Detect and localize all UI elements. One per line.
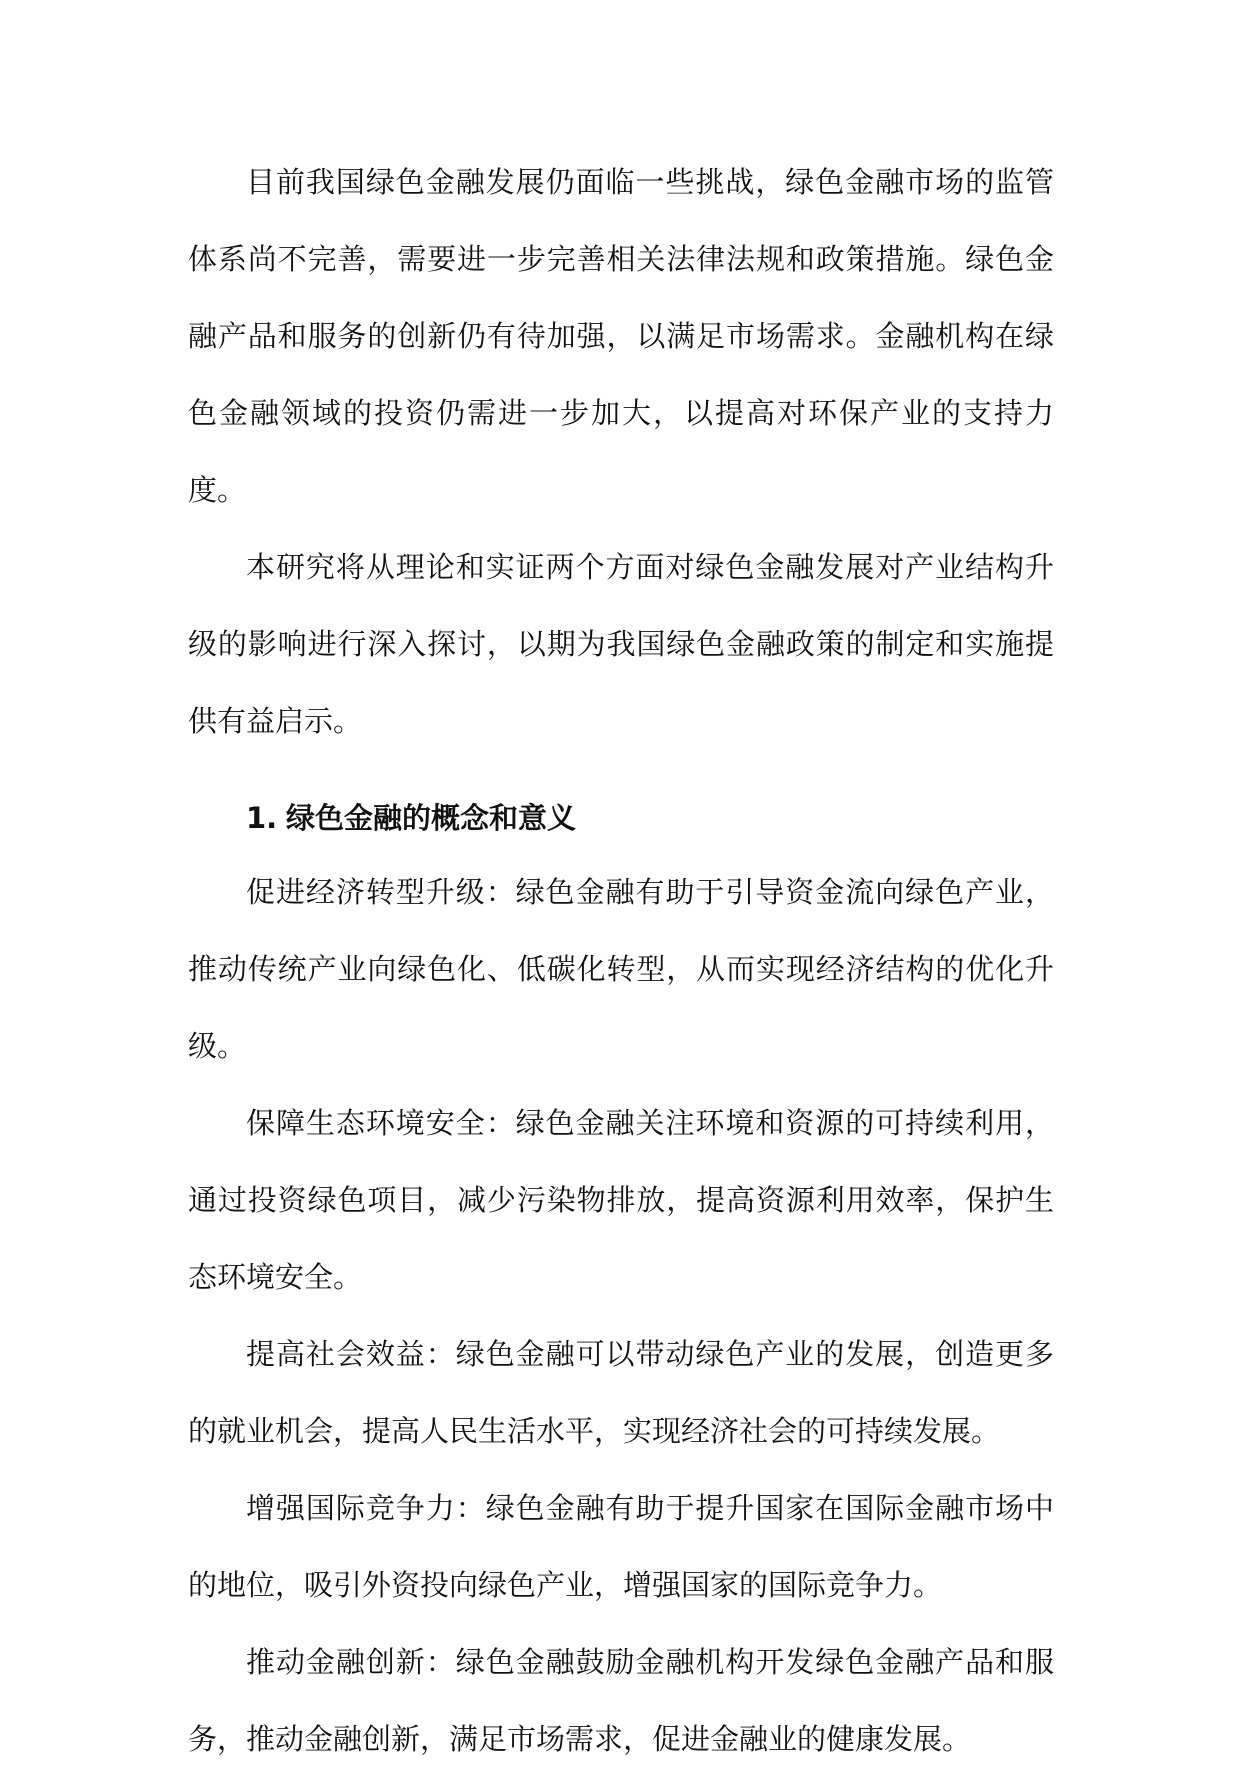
paragraph-economic-transformation: 促进经济转型升级：绿色金融有助于引导资金流向绿色产业，推动传统产业向绿色化、低碳化转型，从而实现经济结构的优化升级。 [188,875,1054,1063]
paragraph-financial-innovation: 推动金融创新：绿色金融鼓励金融机构开发绿色金融产品和服务，推动金融创新，满足市场需求，促进金融业的健康发展。 [188,1645,1054,1756]
section-title: 绿色金融的概念和意义 [286,801,577,835]
section-heading [188,760,1054,854]
paragraph-social-benefit: 提高社会效益：绿色金融可以带动绿色产业的发展，创造更多的就业机会，提高人民生活水平，实现经济社会的可持续发展。 [188,1337,1054,1448]
paragraph-research-scope: 本研究将从理论和实证两个方面对绿色金融发展对产业结构升级的影响进行深入探讨，以期为我国绿色金融政策的制定和实施提供有益启示。 [188,550,1054,738]
document-body [188,144,1054,1778]
paragraph-ecological-safety: 保障生态环境安全：绿色金融关注环境和资源的可持续利用，通过投资绿色项目，减少污染物排放，提高资源利用效率，保护生态环境安全。 [188,1106,1054,1294]
paragraph-challenges: 目前我国绿色金融发展仍面临一些挑战，绿色金融市场的监管体系尚不完善，需要进一步完善相关法律法规和政策措施。绿色金融产品和服务的创新仍有待加强，以满足市场需求。金融机构在绿色金融领域的投资仍需进一步加大，以提高对环保产业的支持力度。 [188,165,1054,507]
section-number: 1. [246,801,278,835]
paragraph-international-competitiveness: 增强国际竞争力：绿色金融有助于提升国家在国际金融市场中的地位，吸引外资投向绿色产业，增强国家的国际竞争力。 [188,1491,1054,1602]
